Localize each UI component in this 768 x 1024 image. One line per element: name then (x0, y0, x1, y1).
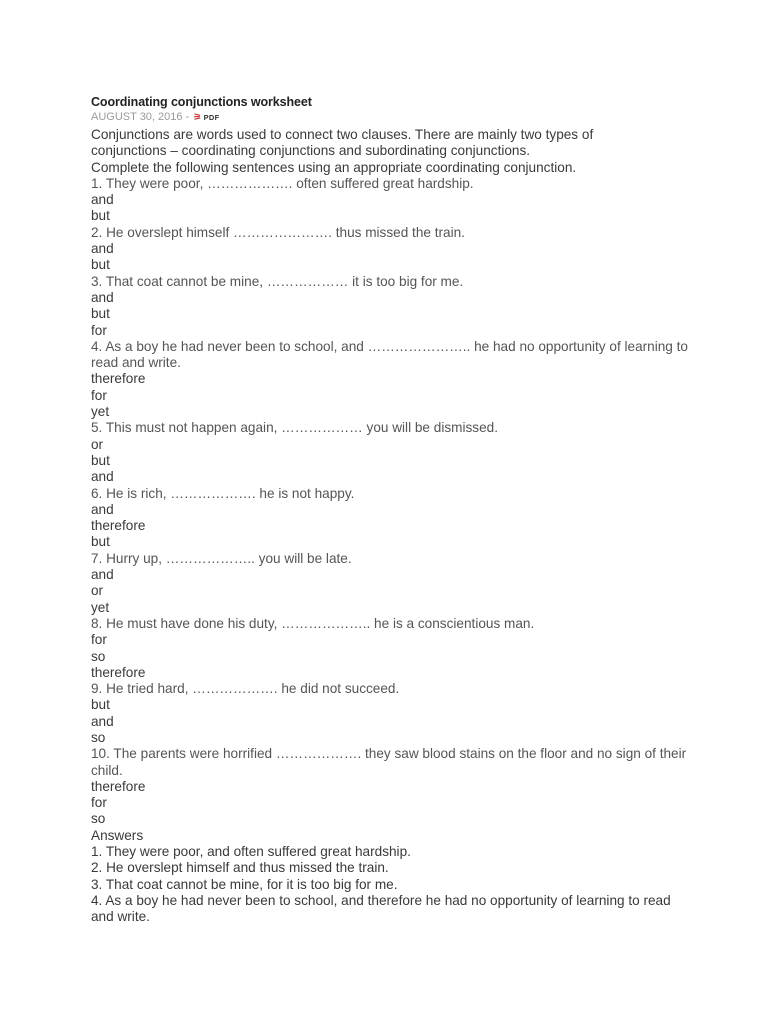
answer-item: 3. That coat cannot be mine, for it is too big for me. (91, 876, 398, 892)
answer-option: or (91, 583, 104, 599)
answer-option: and (91, 192, 114, 208)
answer-option: so (91, 811, 106, 827)
answer-option: so (91, 729, 106, 745)
answer-option: therefore (91, 371, 146, 387)
answer-option: and (91, 241, 114, 257)
answer-option: therefore (91, 664, 146, 680)
answer-option: therefore (91, 518, 146, 534)
answer-option: or (91, 436, 104, 452)
answer-option: and (91, 469, 114, 485)
answer-item: 4. As a boy he had never been to school, and therefore he had no opportunity of learning to read and write. (91, 892, 671, 925)
answer-option: and (91, 567, 114, 583)
answer-option: yet (91, 599, 110, 615)
answer-option: for (91, 387, 107, 403)
question-text: 8. He must have done his duty, ……………….. he is a conscientious man. (91, 615, 535, 631)
intro-line: conjunctions – coordinating conjunctions and subordinating conjunctions. (91, 143, 531, 159)
answer-item: 1. They were poor, and often suffered great hardship. (91, 844, 411, 860)
answer-option: but (91, 208, 110, 224)
post-meta (91, 110, 691, 125)
answer-option: but (91, 452, 110, 468)
answer-option: for (91, 795, 107, 811)
answer-option: and (91, 713, 114, 729)
post-date: AUGUST 30, 2016 - (91, 111, 190, 123)
worksheet-page (91, 94, 691, 926)
answers-heading: Answers (91, 827, 144, 843)
pdf-label: PDF (203, 113, 220, 122)
answer-option: but (91, 306, 110, 322)
answer-item: 2. He overslept himself and thus missed the train. (91, 860, 389, 876)
question-text: 6. He is rich, ………………. he is not happy. (91, 485, 355, 501)
question-text: 3. That coat cannot be mine, ……………… it is too big for me. (91, 273, 464, 289)
questions-list (91, 176, 691, 828)
intro-line: Complete the following sentences using an appropriate coordinating conjunction. (91, 159, 577, 175)
answer-option: but (91, 257, 110, 273)
pdf-download-link[interactable] (193, 110, 219, 125)
answer-option: for (91, 632, 107, 648)
intro-block (91, 127, 691, 176)
answers-section (91, 828, 691, 926)
intro-line: Conjunctions are words used to connect two clauses. There are mainly two types of (91, 127, 594, 142)
answer-option: and (91, 289, 114, 305)
question-text: 2. He overslept himself …………………. thus missed the train. (91, 224, 465, 240)
question-text: 1. They were poor, ………………. often suffered great hardship. (91, 175, 474, 191)
question-text: 9. He tried hard, ………………. he did not succeed. (91, 681, 400, 697)
answer-option: but (91, 534, 110, 550)
pdf-icon: ⚞ (193, 112, 202, 122)
question-text: 5. This must not happen again, ……………… you will be dismissed. (91, 420, 498, 436)
answer-option: yet (91, 404, 110, 420)
answer-option: so (91, 648, 106, 664)
question-text: 7. Hurry up, ……………….. you will be late. (91, 550, 352, 566)
page-title: Coordinating conjunctions worksheet (91, 95, 312, 109)
question-text: 4. As a boy he had never been to school, and ………………….. he had no opportunity of learning to read and write. (91, 338, 688, 371)
answer-option: for (91, 322, 107, 338)
answer-option: but (91, 697, 110, 713)
answer-option: and (91, 501, 114, 517)
answer-option: therefore (91, 778, 146, 794)
question-text: 10. The parents were horrified ………………. they saw blood stains on the floor and no sign of their child. (91, 746, 687, 778)
